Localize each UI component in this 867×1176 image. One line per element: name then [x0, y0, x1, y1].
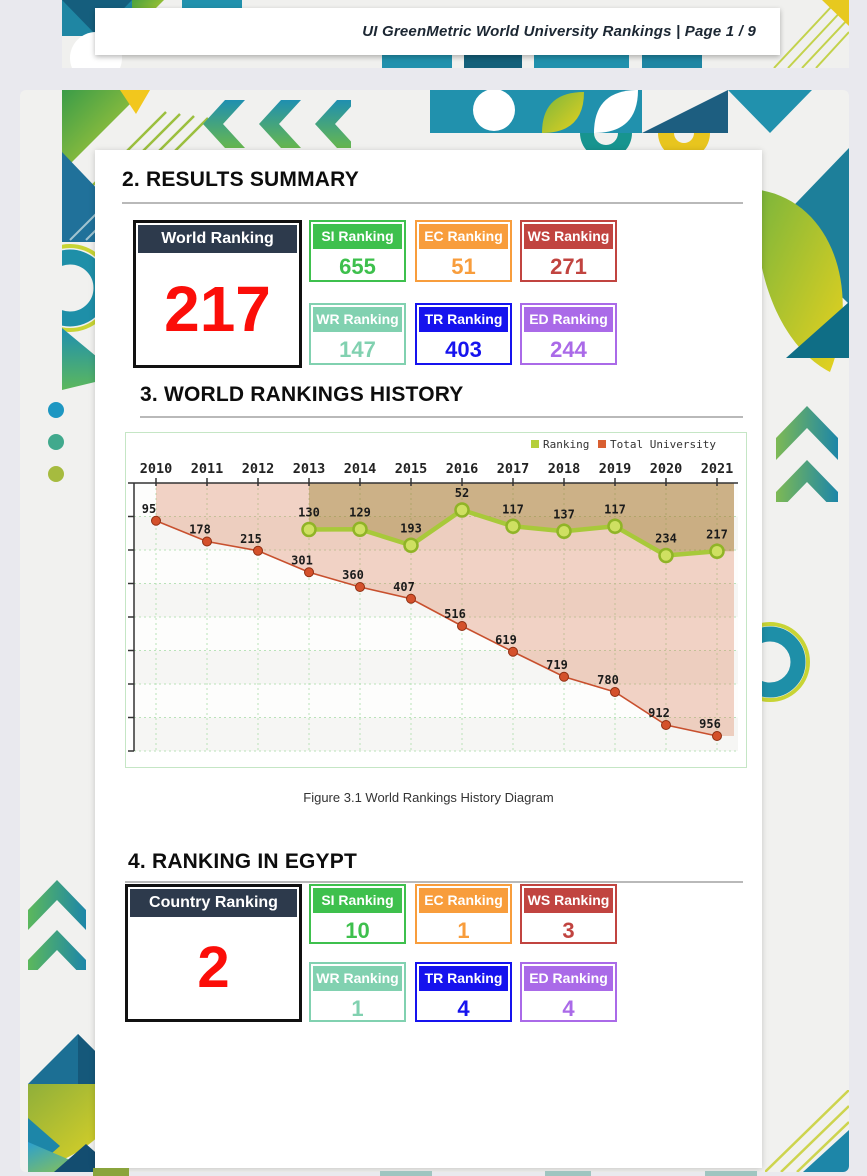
card-value: 2	[197, 935, 230, 1000]
ranking-card-ec	[415, 884, 512, 944]
svg-text:2018: 2018	[547, 461, 581, 477]
heading-rule	[125, 881, 743, 883]
card-value: 655	[339, 254, 376, 279]
bottom-strip-decor	[705, 1171, 757, 1176]
svg-text:619: 619	[495, 632, 517, 647]
bottom-strip-decor	[93, 1168, 129, 1176]
svg-text:2012: 2012	[241, 461, 275, 477]
card-header: WS Ranking	[524, 224, 613, 249]
svg-text:95: 95	[141, 501, 157, 516]
chevron-up-left-icons	[28, 870, 86, 970]
card-value: 217	[164, 273, 271, 345]
heading-rule	[122, 202, 743, 204]
card-value: 147	[339, 337, 376, 362]
section-heading-egypt: 4. RANKING IN EGYPT	[128, 850, 357, 873]
page-title: UI GreenMetric World University Rankings | Page 1 / 9	[362, 23, 756, 40]
card-value: 4	[457, 996, 470, 1021]
svg-text:912: 912	[648, 706, 670, 720]
svg-text:2020: 2020	[649, 461, 683, 477]
svg-text:2021: 2021	[700, 461, 734, 477]
rankings-history-chart	[125, 432, 747, 768]
svg-text:217: 217	[706, 527, 728, 542]
svg-text:52: 52	[454, 486, 470, 500]
svg-text:215: 215	[240, 531, 262, 546]
figure-caption: Figure 3.1 World Rankings History Diagram	[303, 790, 554, 805]
svg-text:407: 407	[393, 579, 415, 594]
section-heading-results: 2. RESULTS SUMMARY	[122, 168, 359, 191]
card-value: 51	[451, 254, 476, 279]
card-header: TR Ranking	[419, 966, 508, 991]
card-header: ED Ranking	[524, 966, 613, 991]
card-header: World Ranking	[138, 225, 297, 253]
country-ranking-card	[125, 884, 302, 1022]
card-value: 10	[345, 918, 370, 943]
svg-text:117: 117	[604, 502, 626, 517]
svg-text:2017: 2017	[496, 461, 530, 477]
ranking-card-ws	[520, 884, 617, 944]
heading-rule	[140, 416, 743, 418]
svg-text:Total University: Total University	[610, 438, 716, 451]
svg-text:193: 193	[400, 521, 422, 536]
svg-text:956: 956	[699, 717, 721, 731]
card-value: 3	[562, 918, 575, 943]
card-header: WS Ranking	[524, 888, 613, 913]
chart-canvas	[126, 433, 746, 767]
ranking-card-ed	[520, 962, 617, 1022]
card-header: SI Ranking	[313, 224, 402, 249]
svg-text:117: 117	[502, 502, 524, 517]
bottom-strip-decor	[380, 1171, 432, 1176]
svg-text:2015: 2015	[394, 461, 428, 477]
svg-text:Ranking: Ranking	[543, 438, 590, 451]
svg-text:2013: 2013	[292, 461, 326, 477]
card-header: ED Ranking	[524, 307, 613, 332]
svg-text:2011: 2011	[190, 461, 224, 477]
svg-text:129: 129	[349, 505, 371, 520]
card-header: EC Ranking	[419, 224, 508, 249]
ranking-card-wr	[309, 303, 406, 365]
svg-text:780: 780	[597, 673, 619, 687]
card-value: 1	[457, 918, 470, 943]
bottom-right-decor-icon	[765, 1090, 849, 1172]
world-ranking-card	[133, 220, 302, 368]
svg-text:234: 234	[655, 531, 677, 546]
card-header: WR Ranking	[313, 307, 402, 332]
card-value: 271	[550, 254, 587, 279]
content-panel	[95, 150, 762, 1168]
page-header-bar	[95, 8, 780, 55]
svg-text:516: 516	[444, 607, 466, 621]
ranking-card-wr	[309, 962, 406, 1022]
page-card	[20, 90, 849, 1172]
ranking-card-ed	[520, 303, 617, 365]
svg-text:301: 301	[291, 553, 313, 568]
svg-text:130: 130	[298, 505, 320, 520]
svg-text:360: 360	[342, 568, 364, 582]
ranking-card-tr	[415, 303, 512, 365]
chevron-left-icons	[183, 100, 351, 148]
ranking-card-ws	[520, 220, 617, 282]
ranking-card-si	[309, 884, 406, 944]
svg-text:137: 137	[553, 507, 575, 522]
chevron-up-right-icons	[776, 396, 838, 502]
bottom-strip-decor	[545, 1171, 591, 1176]
card-header: WR Ranking	[313, 966, 402, 991]
svg-text:2010: 2010	[139, 461, 173, 477]
ranking-card-ec	[415, 220, 512, 282]
card-header: TR Ranking	[419, 307, 508, 332]
card-header: Country Ranking	[130, 889, 297, 917]
svg-text:178: 178	[189, 522, 211, 537]
svg-text:2019: 2019	[598, 461, 632, 477]
svg-text:719: 719	[546, 657, 568, 672]
card-header: SI Ranking	[313, 888, 402, 913]
svg-text:2014: 2014	[343, 461, 377, 477]
section-heading-history: 3. WORLD RANKINGS HISTORY	[140, 383, 464, 406]
card-value: 4	[562, 996, 575, 1021]
card-value: 244	[550, 337, 587, 362]
dots-decor-icon	[42, 400, 72, 492]
card-value: 1	[351, 996, 364, 1021]
svg-text:2016: 2016	[445, 461, 479, 477]
ranking-card-tr	[415, 962, 512, 1022]
card-value: 403	[445, 337, 482, 362]
ranking-card-si	[309, 220, 406, 282]
card-header: EC Ranking	[419, 888, 508, 913]
